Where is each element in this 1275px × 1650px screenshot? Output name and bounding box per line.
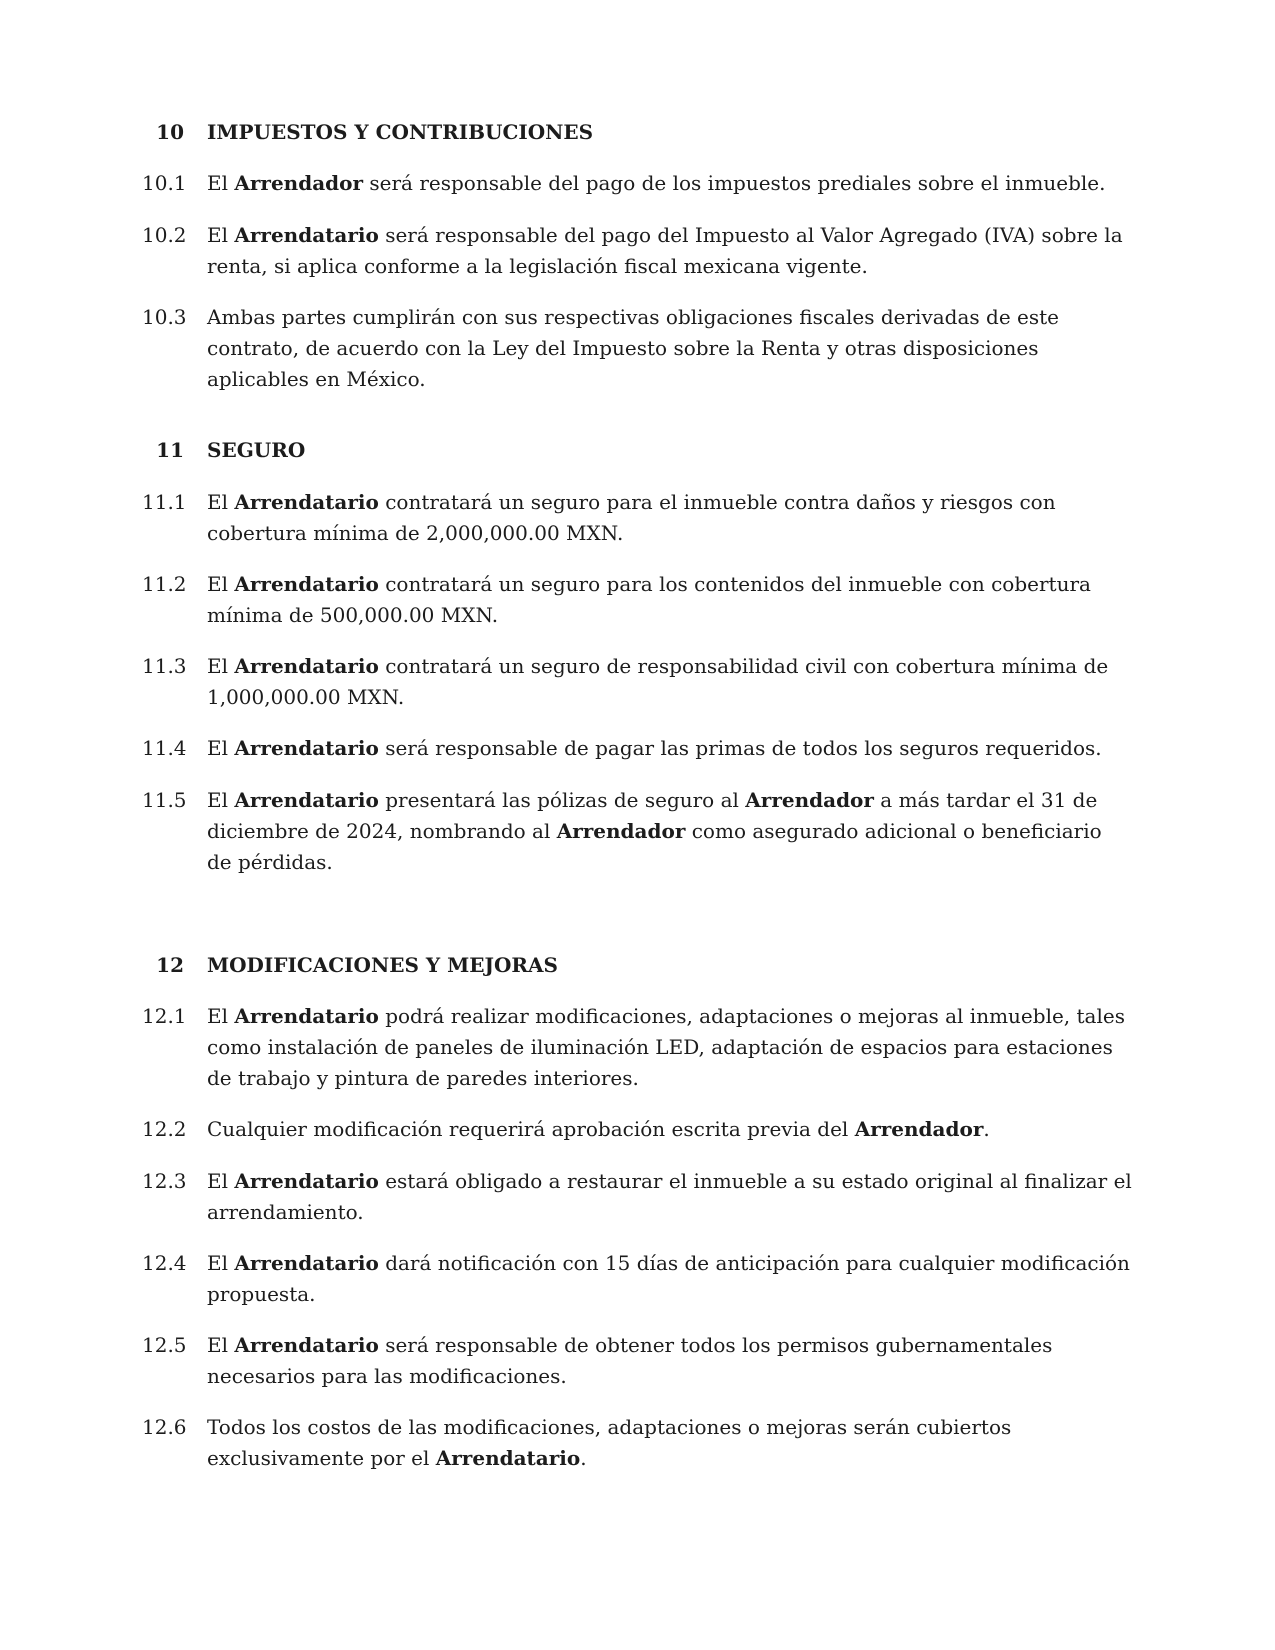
clause-number: 12.6 xyxy=(142,1415,187,1439)
clause-number: 12.4 xyxy=(142,1251,187,1275)
clause-text: El Arrendador será responsable del pago de los impuestos prediales sobre el inmueble. xyxy=(207,171,1106,195)
clause-number: 12.1 xyxy=(142,1004,187,1028)
clause-text: El Arrendatario contratará un seguro para el inmueble contra daños y riesgos con cobertura mínima de 2,000,000.00 MXN. xyxy=(207,490,1056,545)
clause-text: El Arrendatario estará obligado a restaurar el inmueble a su estado original al finalizar el arrendamiento. xyxy=(207,1169,1132,1224)
section-number: 10 xyxy=(156,120,184,144)
section-title: IMPUESTOS Y CONTRIBUCIONES xyxy=(207,120,594,144)
clause-number: 12.3 xyxy=(142,1169,187,1193)
section-number: 12 xyxy=(156,953,184,977)
clause-text: El Arrendatario contratará un seguro para los contenidos del inmueble con cobertura mínima de 500,000.00 MXN. xyxy=(207,572,1091,627)
clause-number: 11.1 xyxy=(142,490,187,514)
clause-text: El Arrendatario será responsable de pagar las primas de todos los seguros requeridos. xyxy=(207,736,1102,760)
clause-text: El Arrendatario contratará un seguro de responsabilidad civil con cobertura mínima de 1,000,000.00 MXN. xyxy=(207,654,1109,709)
section-heading xyxy=(0,117,1275,147)
clause-number: 10.1 xyxy=(142,171,187,195)
section-title: MODIFICACIONES Y MEJORAS xyxy=(207,953,558,977)
clause-number: 12.2 xyxy=(142,1117,187,1141)
clause-text: El Arrendatario será responsable de obtener todos los permisos gubernamentales necesarios para las modificaciones. xyxy=(207,1333,1053,1388)
section-heading xyxy=(0,435,1275,465)
clause-text: Cualquier modificación requerirá aprobación escrita previa del Arrendador. xyxy=(207,1117,990,1141)
clause-text: El Arrendatario será responsable del pago del Impuesto al Valor Agregado (IVA) sobre la renta, si aplica conforme a la legislación fiscal mexicana vigente. xyxy=(207,223,1123,278)
clause-text: Todos los costos de las modificaciones, adaptaciones o mejoras serán cubiertos exclusivamente por el Arrendatario. xyxy=(207,1415,1012,1470)
clause-number: 11.5 xyxy=(142,788,187,812)
clause-number: 10.2 xyxy=(142,223,187,247)
clause-text: Ambas partes cumplirán con sus respectivas obligaciones fiscales derivadas de este contrato, de acuerdo con la Ley del Impuesto sobre la Renta y otras disposiciones aplicables en México. xyxy=(207,305,1059,391)
section-heading xyxy=(0,950,1275,980)
section-title: SEGURO xyxy=(207,438,306,462)
clause-text: El Arrendatario presentará las pólizas de seguro al Arrendador a más tardar el 31 de diciembre de 2024, nombrando al Arrendador como asegurado adicional o beneficiario de pérdidas. xyxy=(207,788,1102,874)
clause-number: 11.4 xyxy=(142,736,187,760)
clause-number: 11.3 xyxy=(142,654,187,678)
clause-text: El Arrendatario podrá realizar modificaciones, adaptaciones o mejoras al inmueble, tales como instalación de paneles de iluminación LED, adaptación de espacios para estaciones de trabajo y pintura de paredes interiores. xyxy=(207,1004,1125,1090)
clause-text: El Arrendatario dará notificación con 15 días de anticipación para cualquier modificación propuesta. xyxy=(207,1251,1130,1306)
clause-number: 10.3 xyxy=(142,305,187,329)
section-number: 11 xyxy=(156,438,184,462)
clause-number: 11.2 xyxy=(142,572,187,596)
clause-number: 12.5 xyxy=(142,1333,187,1357)
